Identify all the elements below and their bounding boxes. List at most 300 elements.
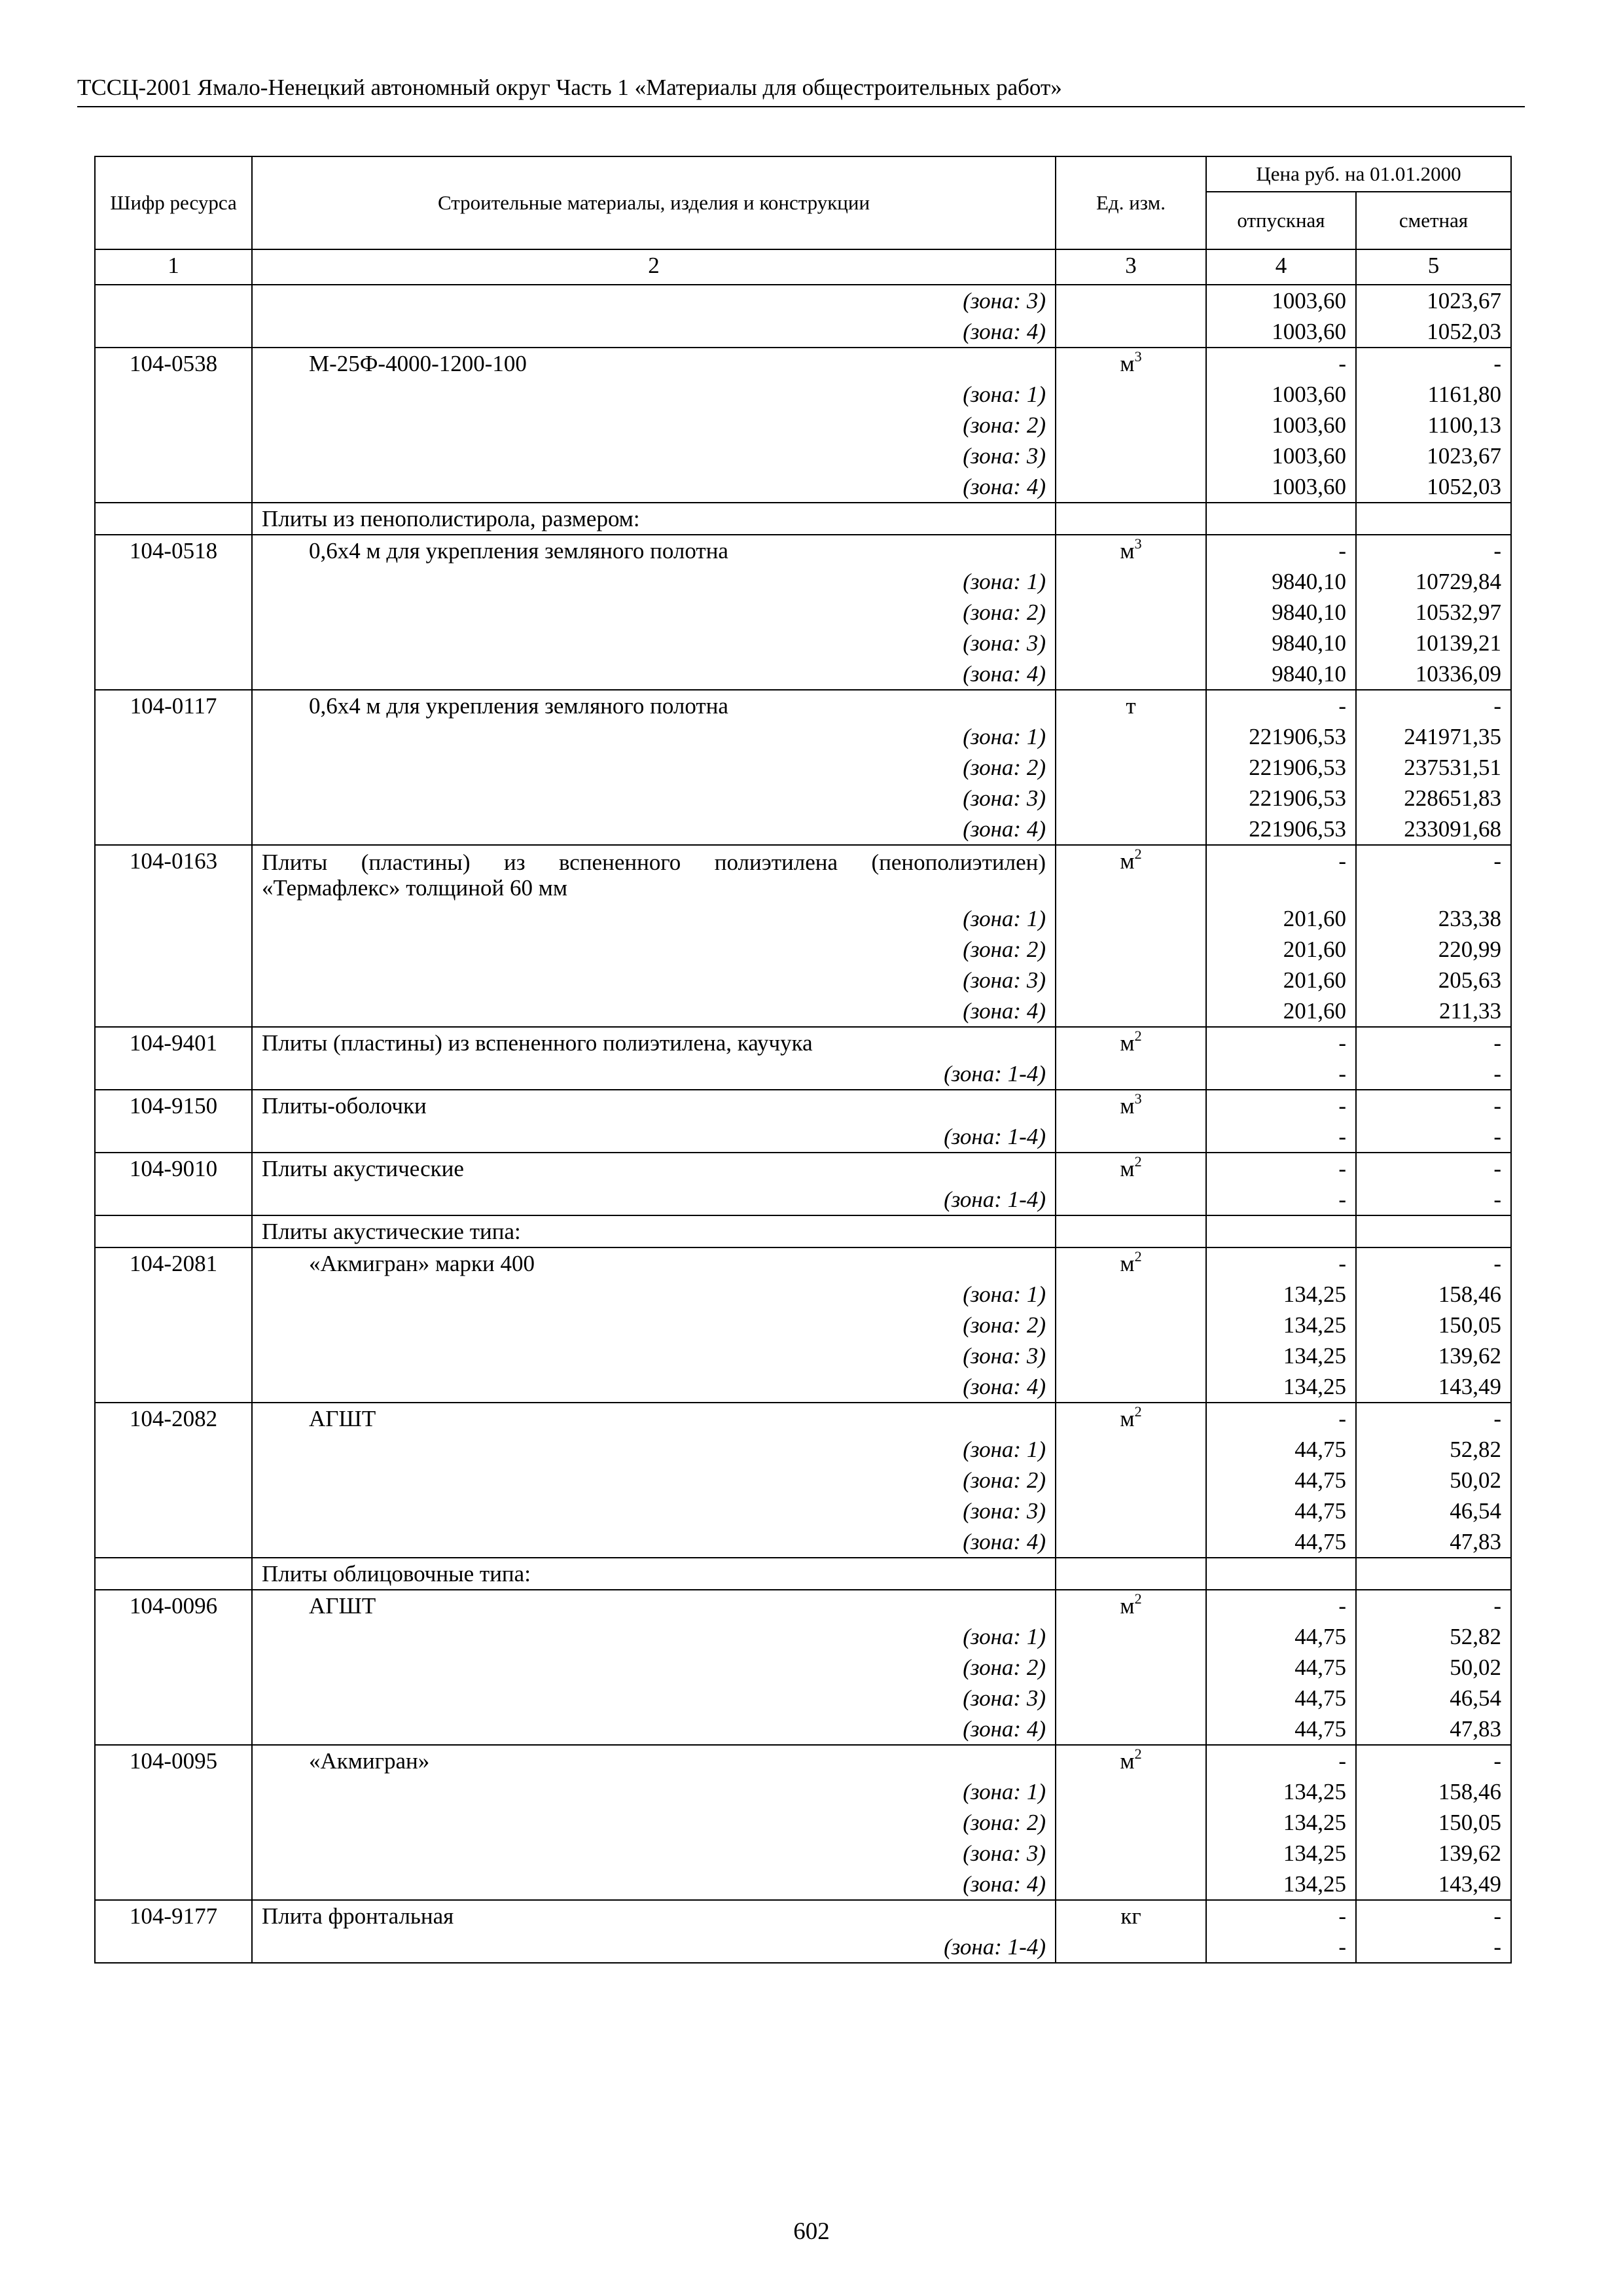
col-header-price-estimate: сметная: [1356, 192, 1511, 249]
price-estimate: 1052,03: [1356, 471, 1511, 503]
zone-label: (зона: 2): [252, 934, 1056, 965]
price-release: [1206, 1215, 1356, 1247]
price-release: 134,25: [1206, 1279, 1356, 1310]
material-name: Плиты (пластины) из вспененного полиэтилена, каучука: [252, 1027, 1056, 1058]
unit-value: м: [1120, 1093, 1135, 1119]
price-release: -: [1206, 1590, 1356, 1621]
price-release: 9840,10: [1206, 597, 1356, 628]
unit-cell: [1056, 1058, 1206, 1090]
zone-label: (зона: 4): [252, 996, 1056, 1027]
unit-value: м: [1120, 1251, 1135, 1276]
zone-row: [95, 440, 1511, 471]
resource-code: 104-9010: [95, 1153, 252, 1184]
price-release: 134,25: [1206, 1340, 1356, 1371]
unit-cell: [1056, 845, 1206, 903]
zone-row: [95, 1310, 1511, 1340]
unit-cell: [1056, 903, 1206, 934]
price-estimate: 143,49: [1356, 1371, 1511, 1403]
unit-cell: [1056, 1652, 1206, 1683]
section-title: Плиты облицовочные типа:: [252, 1558, 1056, 1590]
price-estimate: -: [1356, 1184, 1511, 1215]
unit-cell: [1056, 597, 1206, 628]
item-row: [95, 1900, 1511, 1931]
price-estimate: -: [1356, 1403, 1511, 1434]
unit-cell: [1056, 1184, 1206, 1215]
price-estimate: -: [1356, 1153, 1511, 1184]
zone-row: [95, 316, 1511, 348]
item-row: [95, 690, 1511, 721]
resource-code: [95, 752, 252, 783]
unit-cell: [1056, 285, 1206, 316]
item-row: [95, 535, 1511, 566]
col-header-price-group: Цена руб. на 01.01.2000: [1206, 156, 1511, 192]
material-name: «Акмигран»: [252, 1745, 1056, 1776]
resource-code: [95, 1558, 252, 1590]
item-row: [95, 1590, 1511, 1621]
zone-label: (зона: 3): [252, 1496, 1056, 1526]
zone-row: [95, 1496, 1511, 1526]
zone-label: (зона: 2): [252, 597, 1056, 628]
zone-label: (зона: 1): [252, 903, 1056, 934]
unit-cell: [1056, 1371, 1206, 1403]
price-estimate: 46,54: [1356, 1496, 1511, 1526]
zone-row: [95, 410, 1511, 440]
zone-label: (зона: 4): [252, 1713, 1056, 1745]
unit-cell: [1056, 379, 1206, 410]
price-estimate: 150,05: [1356, 1807, 1511, 1838]
resource-code: [95, 934, 252, 965]
price-estimate: 10336,09: [1356, 658, 1511, 690]
col-header-name: Строительные материалы, изделия и конструкции: [252, 156, 1056, 249]
item-row: [95, 1247, 1511, 1279]
item-row: [95, 1153, 1511, 1184]
price-estimate: [1356, 503, 1511, 535]
price-estimate: -: [1356, 845, 1511, 903]
zone-row: [95, 1683, 1511, 1713]
zone-label: (зона: 3): [252, 1340, 1056, 1371]
zone-row: [95, 1279, 1511, 1310]
zone-row: [95, 1776, 1511, 1807]
unit-exponent: 2: [1134, 1248, 1142, 1265]
price-release: 221906,53: [1206, 814, 1356, 845]
price-estimate: 233091,68: [1356, 814, 1511, 845]
price-release: 201,60: [1206, 996, 1356, 1027]
zone-label: (зона: 4): [252, 814, 1056, 845]
resource-code: [95, 440, 252, 471]
resource-code: 104-0095: [95, 1745, 252, 1776]
zone-label: (зона: 4): [252, 658, 1056, 690]
resource-code: [95, 1776, 252, 1807]
material-name: 0,6х4 м для укрепления земляного полотна: [252, 690, 1056, 721]
unit-value: кг: [1120, 1903, 1141, 1929]
zone-row: [95, 566, 1511, 597]
price-release: 134,25: [1206, 1310, 1356, 1340]
price-release: 44,75: [1206, 1526, 1356, 1558]
unit-cell: [1056, 1869, 1206, 1900]
zone-row: [95, 1838, 1511, 1869]
section-row: [95, 503, 1511, 535]
header-rule: [77, 106, 1525, 107]
col-number: 1: [95, 249, 252, 285]
resource-code: [95, 1121, 252, 1153]
resource-code: [95, 1621, 252, 1652]
price-release: 1003,60: [1206, 440, 1356, 471]
unit-cell: [1056, 1153, 1206, 1184]
zone-row: [95, 965, 1511, 996]
zone-label: (зона: 1-4): [252, 1058, 1056, 1090]
price-estimate: -: [1356, 535, 1511, 566]
col-header-price-release: отпускная: [1206, 192, 1356, 249]
section-row: [95, 1215, 1511, 1247]
price-release: 221906,53: [1206, 721, 1356, 752]
price-estimate: 1161,80: [1356, 379, 1511, 410]
resource-code: [95, 1683, 252, 1713]
resource-code: [95, 996, 252, 1027]
zone-row: [95, 752, 1511, 783]
unit-cell: [1056, 752, 1206, 783]
material-name: М-25Ф-4000-1200-100: [252, 348, 1056, 379]
resource-code: [95, 814, 252, 845]
material-name: Плиты-оболочки: [252, 1090, 1056, 1121]
unit-exponent: 3: [1134, 535, 1142, 552]
unit-exponent: 2: [1134, 1403, 1142, 1420]
price-estimate: -: [1356, 1247, 1511, 1279]
price-estimate: 237531,51: [1356, 752, 1511, 783]
zone-row: [95, 1621, 1511, 1652]
resource-code: [95, 1215, 252, 1247]
price-release: 44,75: [1206, 1496, 1356, 1526]
resource-code: [95, 1465, 252, 1496]
unit-cell: [1056, 1900, 1206, 1931]
price-release: -: [1206, 1058, 1356, 1090]
unit-cell: [1056, 1931, 1206, 1963]
zone-row: [95, 903, 1511, 934]
zone-label: (зона: 3): [252, 965, 1056, 996]
price-estimate: 46,54: [1356, 1683, 1511, 1713]
price-release: -: [1206, 1184, 1356, 1215]
unit-value: м: [1120, 1748, 1135, 1774]
zone-label: (зона: 2): [252, 410, 1056, 440]
unit-exponent: 3: [1134, 1090, 1142, 1107]
zone-label: (зона: 3): [252, 1683, 1056, 1713]
zone-row: [95, 721, 1511, 752]
zone-row: [95, 1465, 1511, 1496]
price-estimate: 1052,03: [1356, 316, 1511, 348]
page-number: 602: [793, 2218, 830, 2245]
price-release: 134,25: [1206, 1869, 1356, 1900]
unit-value: м: [1120, 1156, 1135, 1181]
price-estimate: 10729,84: [1356, 566, 1511, 597]
price-release: 9840,10: [1206, 658, 1356, 690]
price-release: -: [1206, 1090, 1356, 1121]
material-name: 0,6х4 м для укрепления земляного полотна: [252, 535, 1056, 566]
material-name: Плита фронтальная: [252, 1900, 1056, 1931]
resource-code: [95, 1371, 252, 1403]
zone-row: [95, 1526, 1511, 1558]
resource-code: [95, 783, 252, 814]
price-release: 1003,60: [1206, 316, 1356, 348]
unit-cell: [1056, 690, 1206, 721]
price-release: -: [1206, 1745, 1356, 1776]
section-row: [95, 1558, 1511, 1590]
resource-code: [95, 1652, 252, 1683]
zone-label: (зона: 2): [252, 1465, 1056, 1496]
section-title: Плиты из пенополистирола, размером:: [252, 503, 1056, 535]
zone-label: (зона: 1): [252, 566, 1056, 597]
unit-value: т: [1126, 693, 1136, 719]
price-estimate: -: [1356, 1745, 1511, 1776]
price-release: 201,60: [1206, 965, 1356, 996]
price-estimate: 1023,67: [1356, 285, 1511, 316]
resource-code: [95, 285, 252, 316]
unit-cell: [1056, 658, 1206, 690]
zone-row: [95, 379, 1511, 410]
resource-code: [95, 1184, 252, 1215]
unit-cell: [1056, 566, 1206, 597]
resource-code: [95, 721, 252, 752]
unit-cell: [1056, 1683, 1206, 1713]
unit-exponent: 2: [1134, 1746, 1142, 1763]
price-estimate: 50,02: [1356, 1465, 1511, 1496]
price-estimate: 139,62: [1356, 1838, 1511, 1869]
zone-label: (зона: 1): [252, 1434, 1056, 1465]
price-release: 134,25: [1206, 1807, 1356, 1838]
item-row: [95, 1027, 1511, 1058]
price-estimate: -: [1356, 1590, 1511, 1621]
price-estimate: -: [1356, 1931, 1511, 1963]
resource-code: [95, 316, 252, 348]
unit-cell: [1056, 1745, 1206, 1776]
resource-code: [95, 1310, 252, 1340]
zone-label: (зона: 2): [252, 1652, 1056, 1683]
resource-code: 104-0518: [95, 535, 252, 566]
resource-code: [95, 379, 252, 410]
zone-label: (зона: 3): [252, 285, 1056, 316]
price-estimate: 233,38: [1356, 903, 1511, 934]
price-estimate: 158,46: [1356, 1776, 1511, 1807]
unit-cell: [1056, 1340, 1206, 1371]
price-release: -: [1206, 1247, 1356, 1279]
zone-label: (зона: 3): [252, 440, 1056, 471]
table-body: [95, 285, 1511, 1963]
resource-code: [95, 1713, 252, 1745]
material-name: АГШТ: [252, 1403, 1056, 1434]
zone-label: (зона: 1-4): [252, 1121, 1056, 1153]
price-release: -: [1206, 1900, 1356, 1931]
material-name: Плиты акустические: [252, 1153, 1056, 1184]
price-estimate: -: [1356, 1090, 1511, 1121]
zone-label: (зона: 3): [252, 628, 1056, 658]
resource-code: [95, 410, 252, 440]
zone-label: (зона: 2): [252, 752, 1056, 783]
section-title: Плиты акустические типа:: [252, 1215, 1056, 1247]
price-release: 201,60: [1206, 903, 1356, 934]
resource-code: [95, 628, 252, 658]
zone-label: (зона: 1): [252, 1279, 1056, 1310]
resource-code: [95, 903, 252, 934]
zone-row: [95, 814, 1511, 845]
unit-value: м: [1120, 538, 1135, 564]
unit-cell: [1056, 1434, 1206, 1465]
zone-row: [95, 1121, 1511, 1153]
zone-label: (зона: 2): [252, 1310, 1056, 1340]
price-estimate: 47,83: [1356, 1713, 1511, 1745]
price-estimate: 220,99: [1356, 934, 1511, 965]
price-release: -: [1206, 1931, 1356, 1963]
price-release: 44,75: [1206, 1434, 1356, 1465]
zone-row: [95, 1340, 1511, 1371]
resource-code: 104-0538: [95, 348, 252, 379]
resource-code: [95, 1340, 252, 1371]
zone-row: [95, 285, 1511, 316]
price-release: 9840,10: [1206, 566, 1356, 597]
unit-value: м: [1120, 848, 1135, 874]
unit-exponent: 2: [1134, 1590, 1142, 1607]
zone-label: (зона: 1): [252, 379, 1056, 410]
material-name: Плиты (пластины) из вспененного полиэтилена (пенополиэтилен) «Термафлекс» толщиной 60 мм: [252, 845, 1056, 903]
unit-cell: [1056, 1090, 1206, 1121]
price-estimate: 150,05: [1356, 1310, 1511, 1340]
unit-exponent: 2: [1134, 846, 1142, 863]
price-estimate: 228651,83: [1356, 783, 1511, 814]
zone-label: (зона: 4): [252, 1371, 1056, 1403]
price-estimate: -: [1356, 348, 1511, 379]
unit-cell: [1056, 1465, 1206, 1496]
item-row: [95, 1403, 1511, 1434]
zone-row: [95, 996, 1511, 1027]
resource-code: 104-0096: [95, 1590, 252, 1621]
col-number: 5: [1356, 249, 1511, 285]
unit-cell: [1056, 1807, 1206, 1838]
zone-row: [95, 1434, 1511, 1465]
zone-row: [95, 1058, 1511, 1090]
unit-cell: [1056, 503, 1206, 535]
unit-cell: [1056, 348, 1206, 379]
price-estimate: 52,82: [1356, 1434, 1511, 1465]
unit-cell: [1056, 996, 1206, 1027]
price-release: 1003,60: [1206, 471, 1356, 503]
unit-exponent: 2: [1134, 1153, 1142, 1170]
unit-cell: [1056, 535, 1206, 566]
col-number: 3: [1056, 249, 1206, 285]
zone-row: [95, 1931, 1511, 1963]
price-release: -: [1206, 1403, 1356, 1434]
unit-cell: [1056, 721, 1206, 752]
zone-row: [95, 1371, 1511, 1403]
zone-label: (зона: 1): [252, 1621, 1056, 1652]
resource-code: [95, 1526, 252, 1558]
price-release: 1003,60: [1206, 410, 1356, 440]
price-release: 221906,53: [1206, 752, 1356, 783]
price-release: 44,75: [1206, 1621, 1356, 1652]
zone-label: (зона: 3): [252, 1838, 1056, 1869]
price-release: 221906,53: [1206, 783, 1356, 814]
price-estimate: 211,33: [1356, 996, 1511, 1027]
col-header-code: Шифр ресурса: [95, 156, 252, 249]
resource-code: 104-9177: [95, 1900, 252, 1931]
item-row: [95, 1745, 1511, 1776]
unit-cell: [1056, 1776, 1206, 1807]
resource-code: [95, 471, 252, 503]
zone-row: [95, 934, 1511, 965]
page-header-title: ТССЦ-2001 Ямало-Ненецкий автономный округ Часть 1 «Материалы для общестроительных работ»: [77, 75, 1062, 100]
price-release: 134,25: [1206, 1838, 1356, 1869]
price-release: -: [1206, 690, 1356, 721]
price-release: -: [1206, 535, 1356, 566]
unit-cell: [1056, 1496, 1206, 1526]
price-estimate: 1023,67: [1356, 440, 1511, 471]
unit-cell: [1056, 316, 1206, 348]
price-estimate: 50,02: [1356, 1652, 1511, 1683]
unit-cell: [1056, 1621, 1206, 1652]
resource-code: 104-0163: [95, 845, 252, 903]
zone-row: [95, 1713, 1511, 1745]
price-estimate: 10532,97: [1356, 597, 1511, 628]
price-estimate: 158,46: [1356, 1279, 1511, 1310]
resource-code: 104-9401: [95, 1027, 252, 1058]
item-row: [95, 845, 1511, 903]
unit-cell: [1056, 934, 1206, 965]
zone-row: [95, 597, 1511, 628]
unit-cell: [1056, 965, 1206, 996]
zone-row: [95, 658, 1511, 690]
col-header-unit: Ед. изм.: [1056, 156, 1206, 249]
price-release: [1206, 1558, 1356, 1590]
price-release: 9840,10: [1206, 628, 1356, 658]
resource-code: [95, 1058, 252, 1090]
unit-cell: [1056, 1403, 1206, 1434]
item-row: [95, 348, 1511, 379]
zone-label: (зона: 4): [252, 1869, 1056, 1900]
price-estimate: 205,63: [1356, 965, 1511, 996]
resource-code: [95, 658, 252, 690]
price-estimate: -: [1356, 1121, 1511, 1153]
price-release: [1206, 503, 1356, 535]
unit-value: м: [1120, 1030, 1135, 1056]
price-estimate: -: [1356, 1027, 1511, 1058]
item-row: [95, 1090, 1511, 1121]
price-estimate: -: [1356, 1900, 1511, 1931]
unit-cell: [1056, 783, 1206, 814]
price-estimate: 1100,13: [1356, 410, 1511, 440]
resource-code: [95, 1838, 252, 1869]
price-release: -: [1206, 1027, 1356, 1058]
zone-label: (зона: 1-4): [252, 1184, 1056, 1215]
unit-value: м: [1120, 351, 1135, 376]
price-release: 134,25: [1206, 1776, 1356, 1807]
unit-cell: [1056, 1558, 1206, 1590]
resource-code: [95, 566, 252, 597]
unit-cell: [1056, 1279, 1206, 1310]
price-estimate: -: [1356, 1058, 1511, 1090]
unit-cell: [1056, 814, 1206, 845]
zone-row: [95, 1807, 1511, 1838]
zone-row: [95, 471, 1511, 503]
material-name: «Акмигран» марки 400: [252, 1247, 1056, 1279]
resource-code: [95, 1869, 252, 1900]
material-name: АГШТ: [252, 1590, 1056, 1621]
price-estimate: 143,49: [1356, 1869, 1511, 1900]
unit-cell: [1056, 1215, 1206, 1247]
zone-label: (зона: 4): [252, 1526, 1056, 1558]
zone-label: (зона: 4): [252, 471, 1056, 503]
price-estimate: 47,83: [1356, 1526, 1511, 1558]
zone-label: (зона: 1-4): [252, 1931, 1056, 1963]
resource-code: [95, 1931, 252, 1963]
unit-cell: [1056, 628, 1206, 658]
col-number: 2: [252, 249, 1056, 285]
resource-code: 104-0117: [95, 690, 252, 721]
